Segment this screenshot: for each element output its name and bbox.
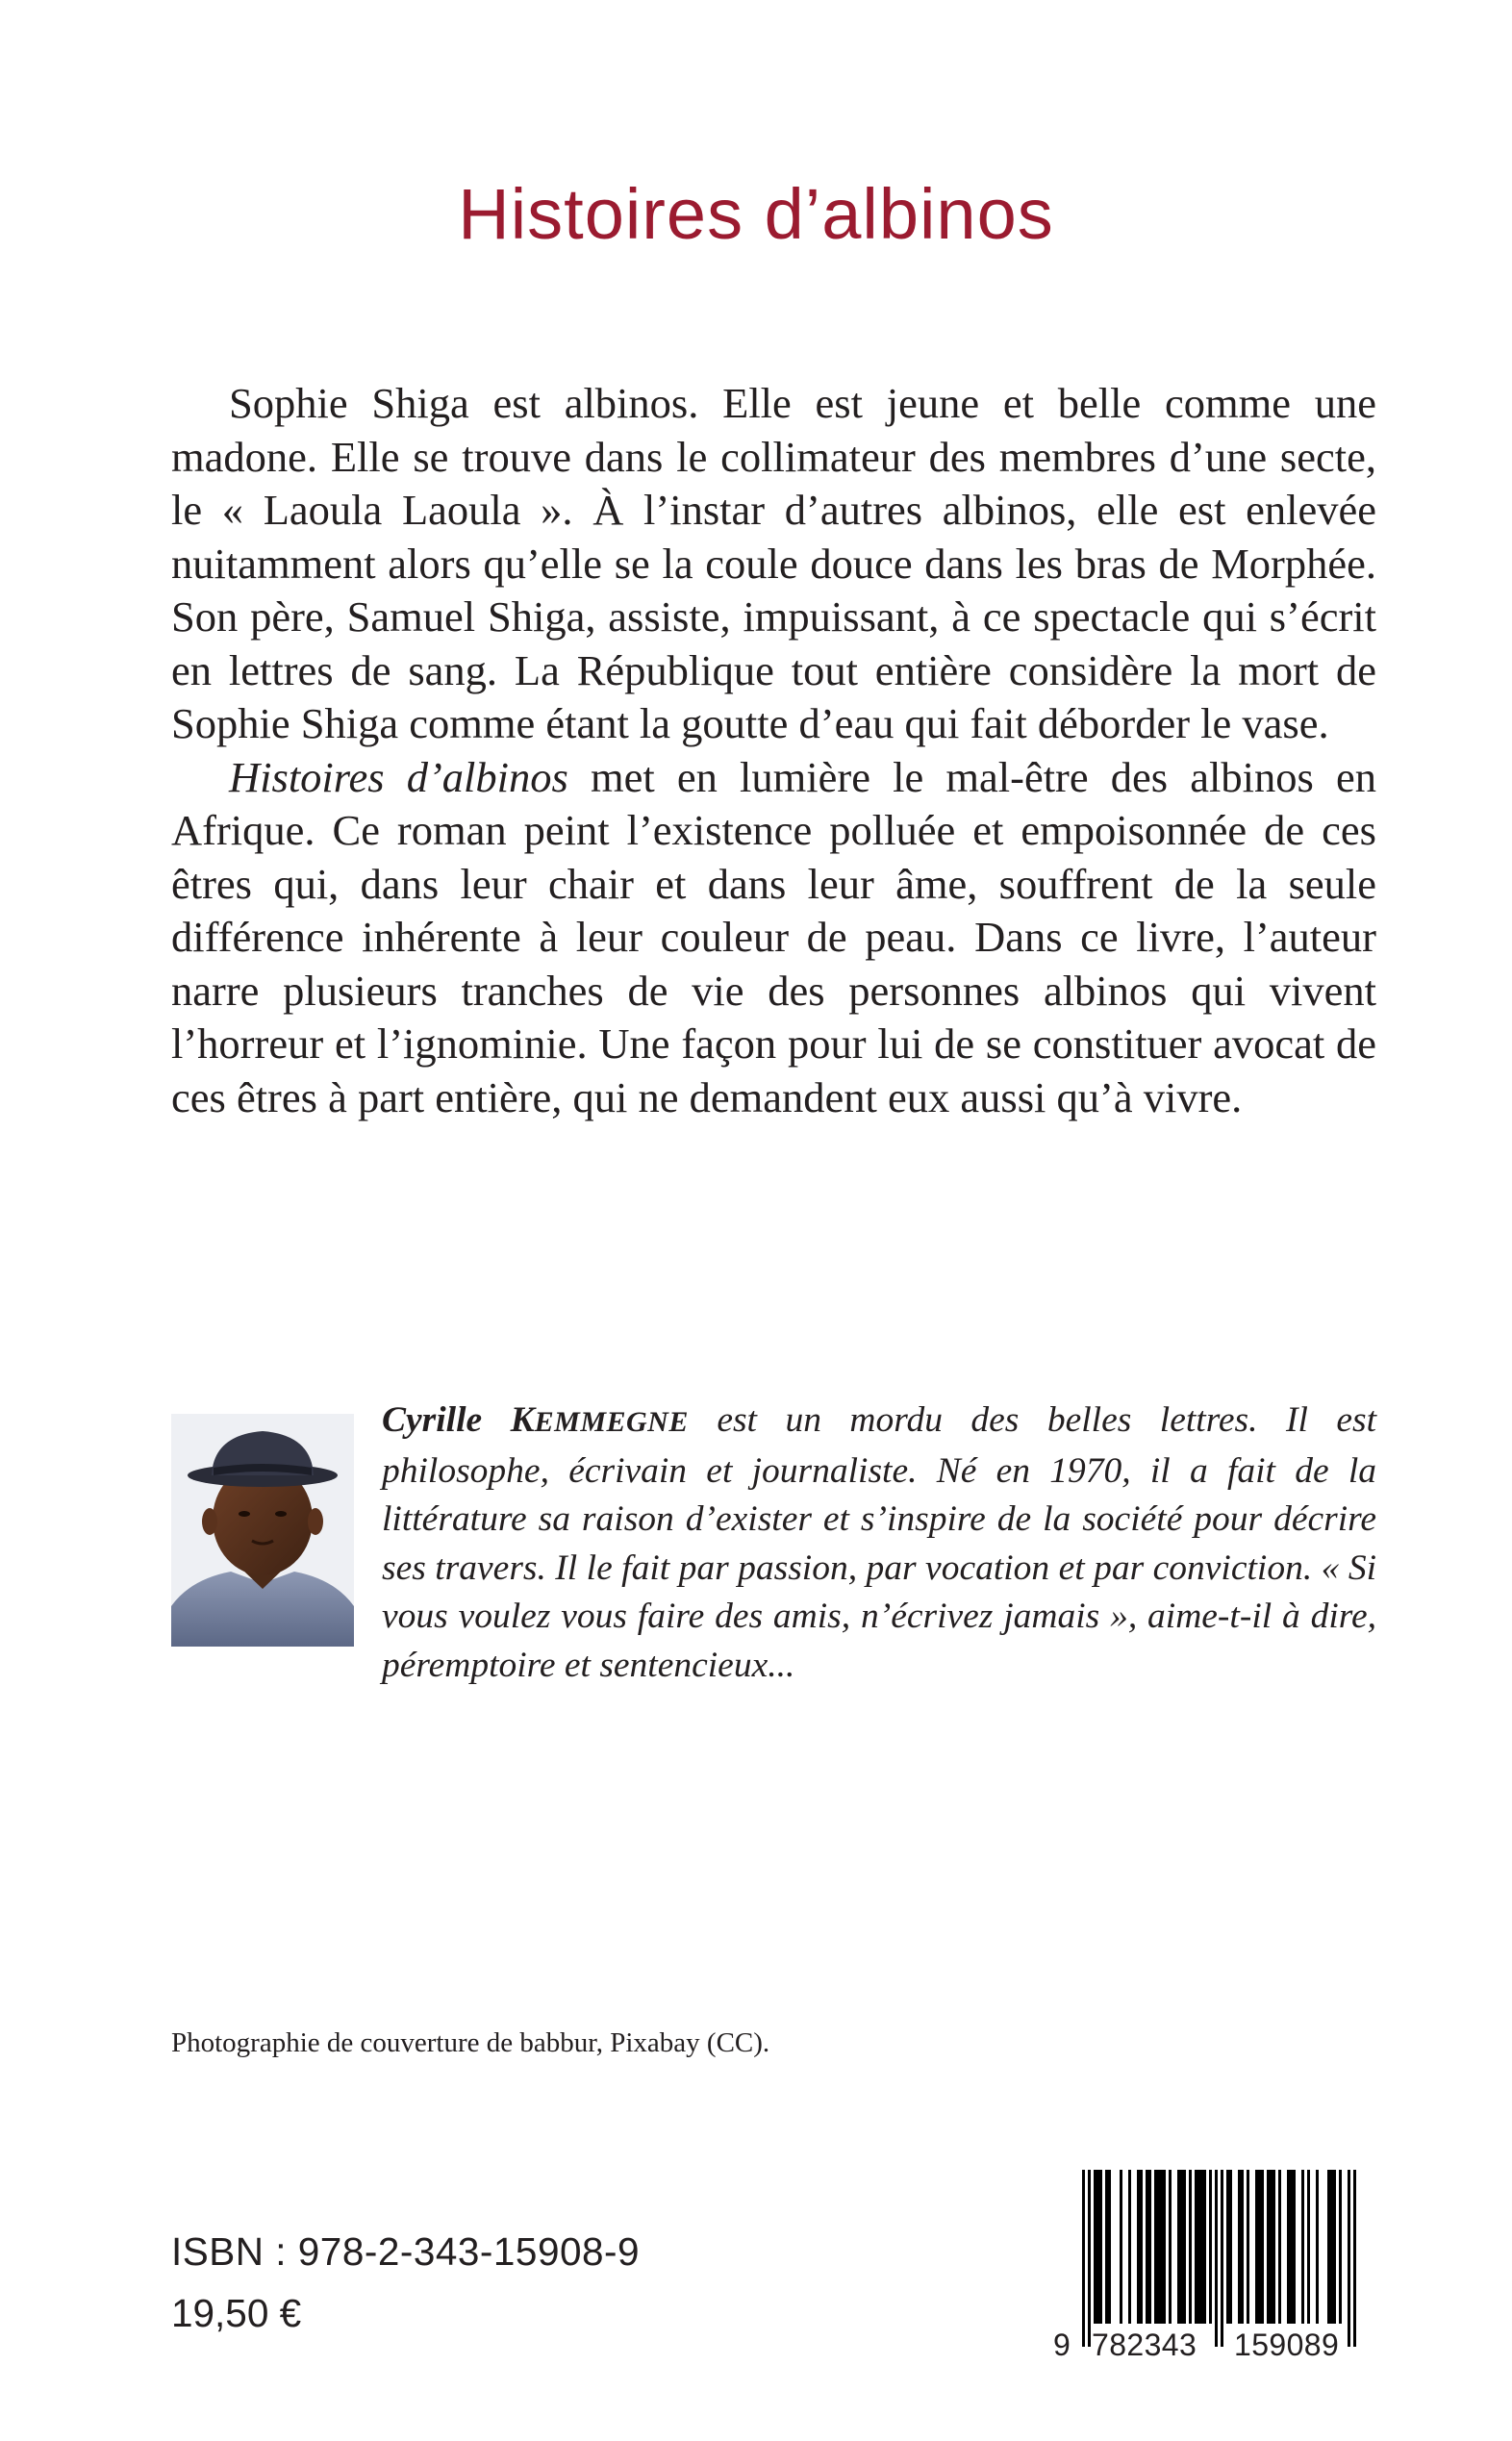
- barcode-bar: [1096, 2170, 1099, 2324]
- barcode-bar: [1267, 2170, 1270, 2324]
- photo-credit: Photographie de couverture de babbur, Pixabay (CC).: [171, 2027, 770, 2058]
- author-last-name-initial: K: [510, 1400, 535, 1440]
- barcode-bar: [1215, 2170, 1218, 2347]
- barcode-bar: [1146, 2170, 1148, 2324]
- author-last-name-rest: EMMEGNE: [534, 1406, 689, 1438]
- barcode-bar: [1180, 2170, 1183, 2324]
- barcode-bar: [1226, 2170, 1229, 2324]
- summary-paragraph-1: Sophie Shiga est albinos. Elle est jeune et belle comme une madone. Elle se trouve dans le collimateur des membres d’une secte, le « Laoula Laoula ». À l’instar d’autres albinos, elle est enlevée nuitamment alors qu’elle se la coule douce dans les bras de Morphée. Son père, Samuel Shiga, assiste, impuissant, à ce spectacle qui s’écrit en lettres de sang. La République tout entière considère la mort de Sophie Shiga comme étant la goutte d’eau qui fait déborder le vase.: [171, 379, 1376, 747]
- barcode-bar: [1120, 2170, 1122, 2324]
- barcode-bar: [1261, 2170, 1264, 2324]
- barcode-bar: [1330, 2170, 1333, 2324]
- barcode-bar: [1229, 2170, 1232, 2324]
- author-name: [382, 1400, 689, 1440]
- barcode-bar: [1082, 2170, 1085, 2347]
- barcode-bar: [1140, 2170, 1143, 2324]
- author-portrait-image: [171, 1414, 354, 1647]
- barcode-bar: [1247, 2170, 1249, 2324]
- book-title: Histoires d’albinos: [458, 174, 1054, 254]
- isbn: ISBN : 978-2-343-15908-9: [171, 2229, 641, 2274]
- barcode-bar: [1157, 2170, 1160, 2324]
- barcode-bar: [1195, 2170, 1197, 2324]
- barcode-bar: [1105, 2170, 1108, 2324]
- barcode-bar: [1333, 2170, 1336, 2324]
- barcode-bar: [1128, 2170, 1131, 2324]
- summary-paragraph-2-text: met en lumière le mal-être des albinos en Afrique. Ce roman peint l’existence polluée et empoisonnée de ces êtres qui, dans leur chair et dans leur âme, souffrent de la seule différence inhérente à leur couleur de peau. Dans ce livre, l’auteur narre plusieurs tranches de vie des personnes albinos qui vivent l’horreur et l’ignominie. Une façon pour lui de se constituer avocat de ces êtres à part entière, qui ne demandent eux aussi qu’à vivre.: [171, 752, 1376, 1121]
- barcode-bar: [1099, 2170, 1102, 2324]
- barcode-bar: [1169, 2170, 1172, 2324]
- barcode-right-group: 159089: [1234, 2328, 1340, 2362]
- barcode-bar: [1197, 2170, 1200, 2324]
- barcode-bar: [1163, 2170, 1166, 2324]
- barcode-bar: [1293, 2170, 1296, 2324]
- barcode-bar: [1278, 2170, 1281, 2324]
- barcode-bar: [1108, 2170, 1111, 2324]
- book-summary: [171, 377, 1376, 1124]
- barcode-bar: [1183, 2170, 1186, 2324]
- barcode-bar: [1287, 2170, 1290, 2324]
- barcode-digits: [1053, 2328, 1376, 2366]
- barcode-bar: [1348, 2170, 1350, 2347]
- barcode-bar: [1148, 2170, 1151, 2324]
- barcode-bar: [1088, 2170, 1091, 2347]
- barcode-bar: [1177, 2170, 1180, 2324]
- barcode-bar: [1301, 2170, 1304, 2324]
- author-photo: [171, 1414, 354, 1647]
- barcode-bar: [1189, 2170, 1192, 2324]
- barcode-bar: [1137, 2170, 1140, 2324]
- summary-paragraph-2: [171, 751, 1376, 1125]
- barcode-bar: [1160, 2170, 1163, 2324]
- barcode-bar: [1316, 2170, 1319, 2324]
- barcode-bar: [1339, 2170, 1342, 2324]
- barcode-bar: [1094, 2170, 1096, 2324]
- barcode-bar: [1270, 2170, 1273, 2324]
- barcode-bar: [1273, 2170, 1275, 2324]
- barcode: [1053, 2170, 1376, 2362]
- barcode-bar: [1327, 2170, 1330, 2324]
- barcode-bar: [1154, 2170, 1157, 2324]
- price: 19,50 €: [171, 2291, 302, 2335]
- barcode-bar: [1307, 2170, 1310, 2324]
- author-bio-text: est un mordu des belles lettres. Il est philosophe, écrivain et journaliste. Né en 1970, il a fait de la littérature sa raison d’exister et s’inspire de la société pour décrire ses travers. Il le fait par passion, par vocation et par conviction. « Si vous voulez vous faire des amis, n’écrivez jamais », aime-t-il à dire, péremptoire et sentencieux...: [382, 1400, 1376, 1685]
- author-bio: [382, 1397, 1376, 1690]
- summary-book-title: Histoires d’albinos: [229, 752, 568, 801]
- barcode-bar: [1209, 2170, 1212, 2324]
- barcode-bar: [1290, 2170, 1293, 2324]
- author-first-name: Cyrille: [382, 1400, 483, 1440]
- barcode-bar: [1258, 2170, 1261, 2324]
- barcode-bar: [1238, 2170, 1241, 2324]
- barcode-bar: [1241, 2170, 1244, 2324]
- barcode-first-digit: 9: [1053, 2328, 1071, 2362]
- barcode-bar: [1255, 2170, 1258, 2324]
- barcode-left-group: 782343: [1092, 2328, 1197, 2362]
- barcode-bar: [1221, 2170, 1223, 2347]
- barcode-bar: [1353, 2170, 1356, 2347]
- barcode-bar: [1203, 2170, 1206, 2324]
- barcode-bar: [1200, 2170, 1203, 2324]
